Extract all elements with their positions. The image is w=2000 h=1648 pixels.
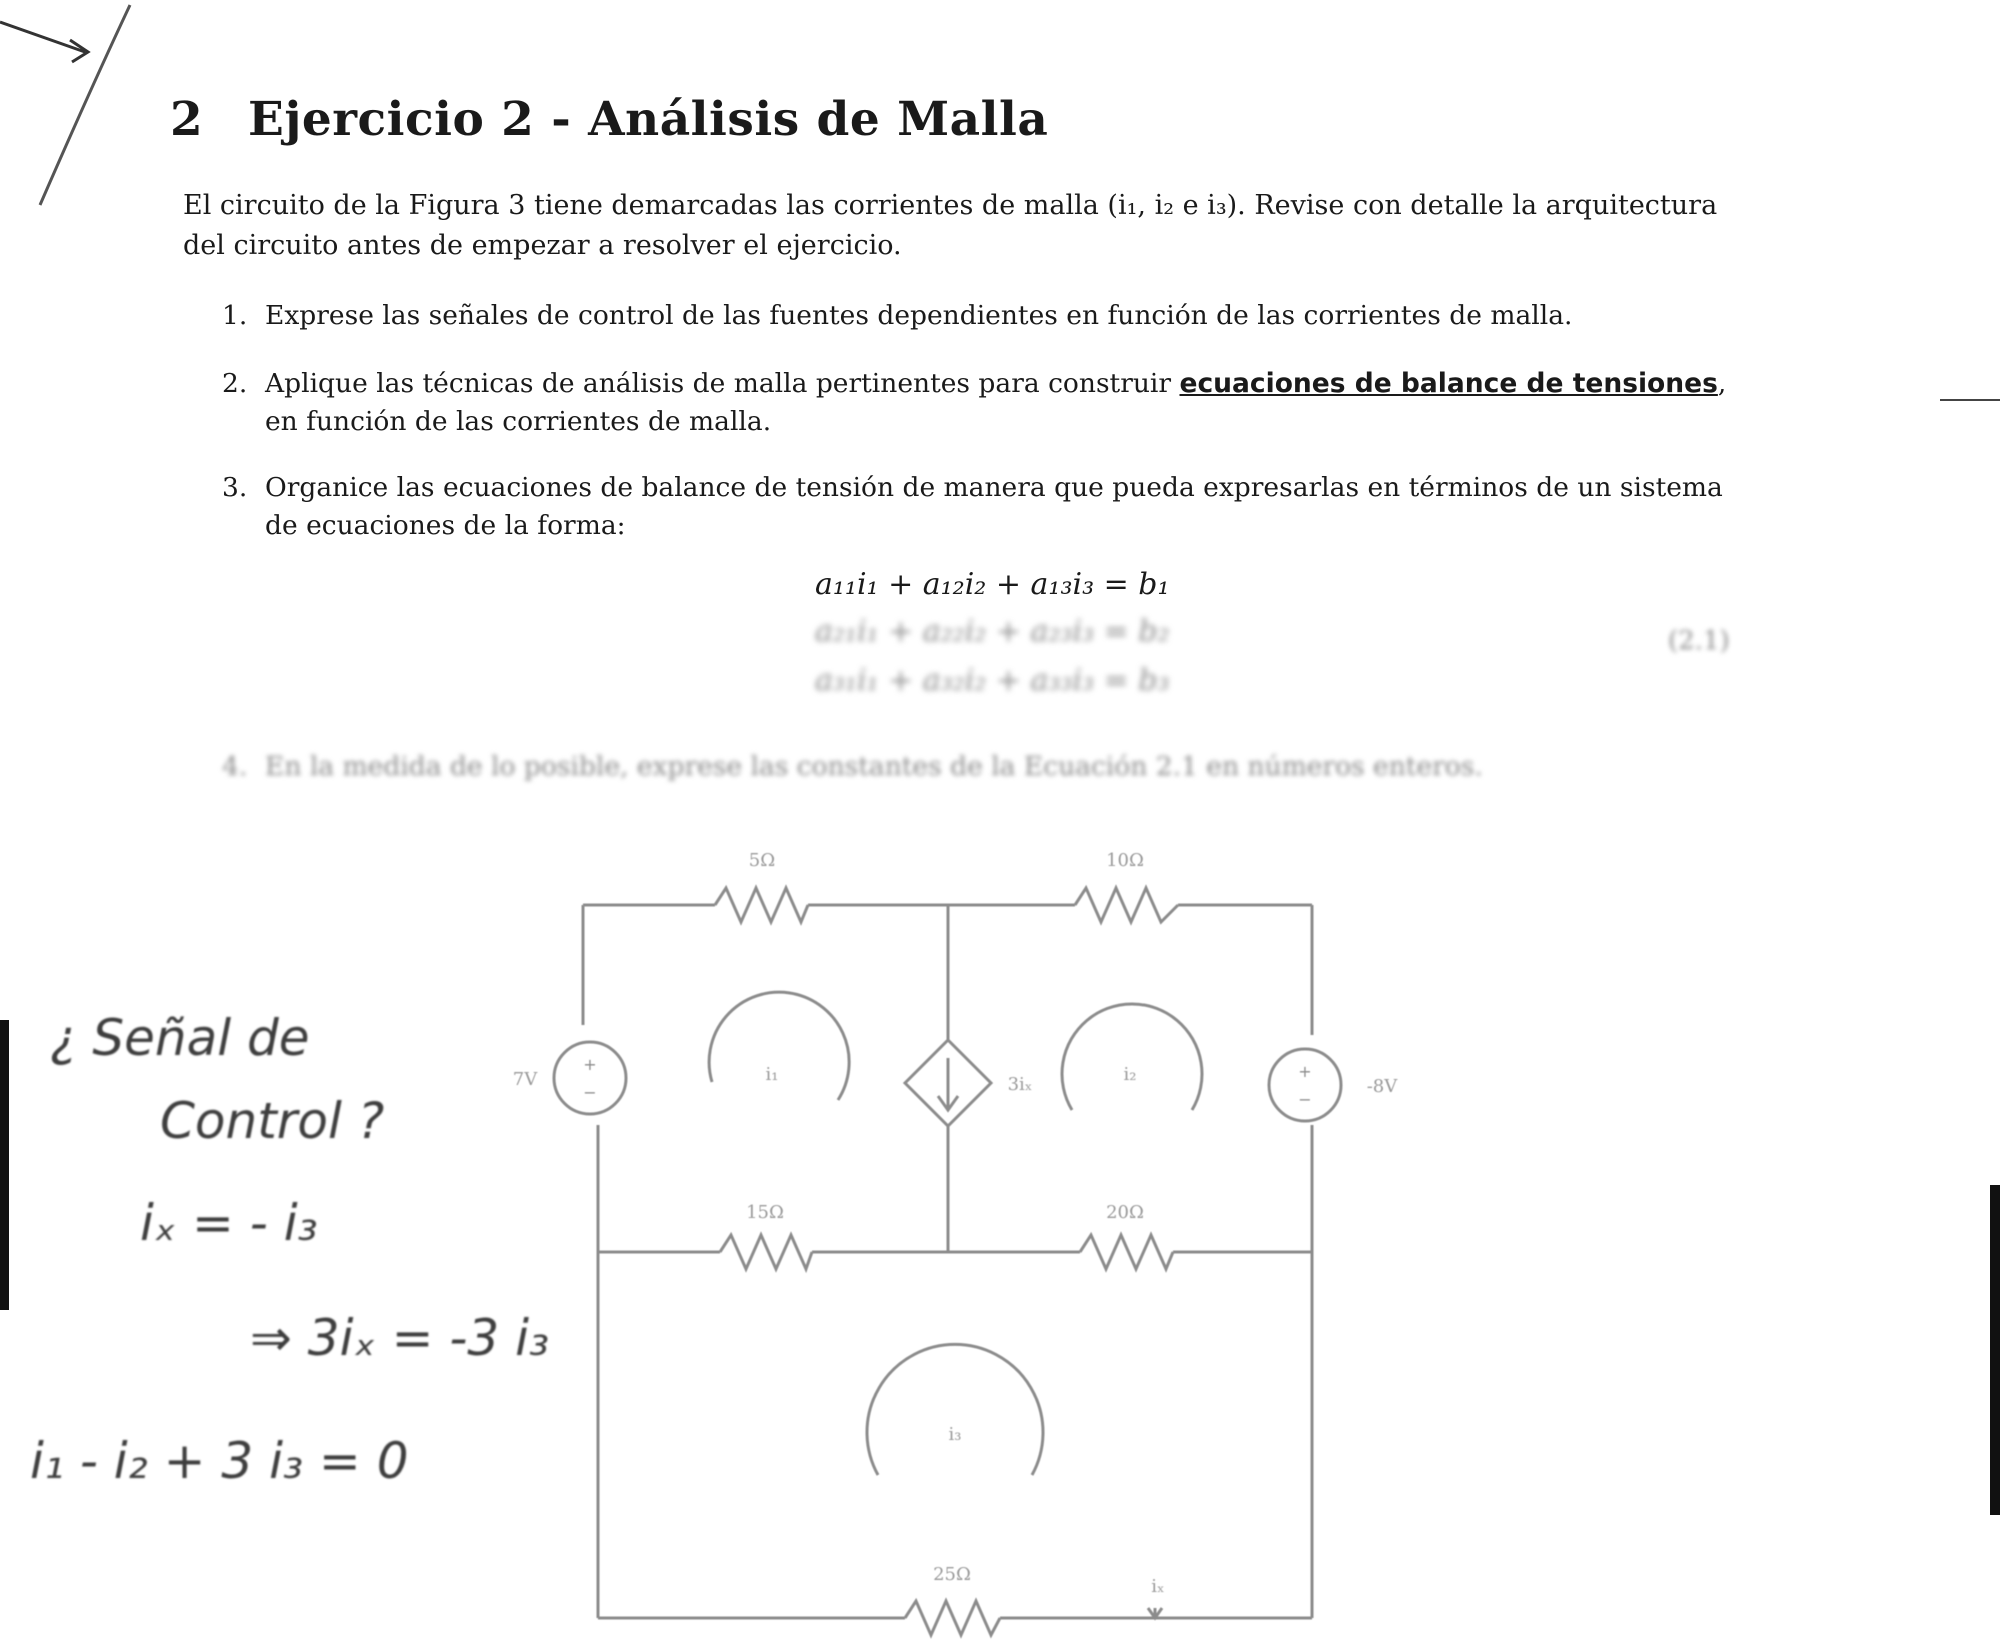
- voltage-source-right: [1269, 1049, 1341, 1121]
- source-right-minus: −: [1298, 1090, 1312, 1109]
- list-index: 2.: [222, 368, 248, 399]
- mesh-arrow-1: [709, 992, 849, 1100]
- label-r-mid-right: 20Ω: [1106, 1202, 1144, 1223]
- handwritten-note-5: i₁ - i₂ + 3 i₃ = 0: [30, 1432, 409, 1490]
- handwritten-note-3: iₓ = - i₃: [140, 1194, 318, 1252]
- equation-row-2: a₂₁i₁ + a₂₂i₂ + a₂₃i₃ = b₂: [815, 614, 1170, 649]
- intro-line-1: El circuito de la Figura 3 tiene demarcadas las corrientes de malla (i₁, i₂ e i₃). Revise con detalle la arquitectura: [183, 190, 1718, 221]
- resistor-top-right: [1075, 888, 1178, 922]
- list-index: 4.: [222, 751, 248, 782]
- label-v-right: -8V: [1366, 1076, 1398, 1097]
- section-title: Ejercicio 2 - Análisis de Malla: [248, 92, 1049, 147]
- equation-row-3: a₃₁i₁ + a₃₂i₂ + a₃₃i₃ = b₃: [815, 663, 1170, 698]
- list-text-line2: de ecuaciones de la forma:: [265, 510, 626, 541]
- equation-row-1: a₁₁i₁ + a₁₂i₂ + a₁₃i₃ = b₁: [815, 567, 1170, 602]
- label-r-top-right: 10Ω: [1106, 850, 1144, 871]
- label-mesh-3: i₃: [948, 1424, 962, 1445]
- label-r-bottom: 25Ω: [933, 1564, 971, 1585]
- label-v-left: 7V: [512, 1069, 538, 1090]
- resistor-bottom: [905, 1601, 1000, 1635]
- list-text-punct: ,: [1717, 368, 1727, 399]
- handwritten-note-1: ¿ Señal de: [50, 1009, 310, 1067]
- label-dep-source: 3iₓ: [1007, 1074, 1033, 1095]
- list-text: En la medida de lo posible, exprese las constantes de la Ecuación 2.1 en números enteros.: [265, 751, 1483, 782]
- list-text: Exprese las señales de control de las fuentes dependientes en función de las corrientes de malla.: [265, 300, 1573, 331]
- source-left-plus: +: [583, 1055, 597, 1074]
- label-ix: iₓ: [1151, 1576, 1165, 1597]
- label-mesh-2: i₂: [1123, 1064, 1137, 1085]
- voltage-source-left: [554, 1042, 626, 1114]
- label-mesh-1: i₁: [765, 1064, 779, 1085]
- list-text: Aplique las técnicas de análisis de malla pertinentes para construir: [265, 368, 1180, 399]
- label-r-top-left: 5Ω: [748, 850, 776, 871]
- intro-line-2: del circuito antes de empezar a resolver el ejercicio.: [183, 230, 902, 261]
- handwritten-note-2: Control ?: [160, 1092, 385, 1150]
- wire-left: [583, 905, 598, 1618]
- source-right-plus: +: [1298, 1062, 1312, 1081]
- resistor-mid-right: [1080, 1235, 1173, 1269]
- source-left-minus: −: [583, 1083, 597, 1102]
- list-text: Organice las ecuaciones de balance de tensión de manera que pueda expresarlas en términos de un sistema: [265, 472, 1723, 503]
- handwritten-note-4: ⇒ 3iₓ = -3 i₃: [250, 1309, 550, 1367]
- list-text-line2: en función de las corrientes de malla.: [265, 406, 772, 437]
- resistor-top-left: [715, 888, 808, 922]
- mesh-arrow-2: [1062, 1004, 1202, 1110]
- equation-number: (2.1): [1668, 626, 1730, 656]
- list-index: 1.: [222, 300, 248, 331]
- resistor-mid-left: [720, 1235, 812, 1269]
- section-number: 2: [170, 92, 204, 147]
- mesh-arrow-3: [867, 1344, 1043, 1475]
- dependent-source-arrow: [938, 1058, 958, 1110]
- underlined-phrase: ecuaciones de balance de tensiones: [1179, 368, 1718, 399]
- label-r-mid-left: 15Ω: [746, 1202, 784, 1223]
- list-index: 3.: [222, 472, 248, 503]
